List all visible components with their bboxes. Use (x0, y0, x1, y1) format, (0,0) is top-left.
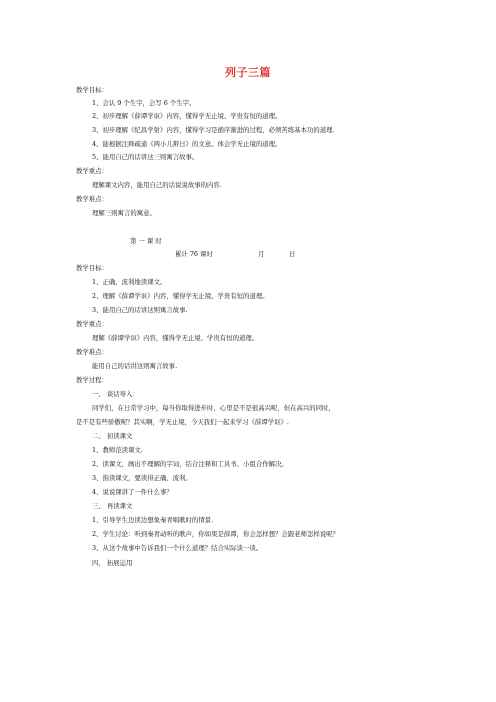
lesson-heading: 第 一 课 时 (130, 237, 162, 245)
day-label: 日 (289, 250, 296, 258)
step-item: 1、引导学生边读边想象秦青唱歌时的情景. (92, 516, 214, 524)
objective-item: 4、能根据注释疏通《两小儿辩日》的文意。体会学无止境的道理。 (92, 140, 282, 148)
objective-item: 2、初步理解《薛谭学讴》内容，懂得学无止境、学贵有恒的道理。 (92, 112, 282, 120)
objective-item: 2、理解《薛谭学讴》内容，懂得学无止境、学贵有恒的道理。 (92, 292, 269, 300)
month-label: 月 (258, 250, 265, 258)
difficulties-text: 理解三则寓言的寓意。 (92, 209, 156, 217)
heading-key-points: 教学重点： (76, 167, 108, 175)
objective-item: 1、会认 9 个生字，会写 6 个生字。 (92, 99, 196, 107)
objective-item: 1、正确、流利地读课文。 (92, 278, 167, 286)
document-title: 列子三篇 (225, 66, 271, 79)
step-item: 4、说说课讲了一件什么事？ (92, 488, 173, 496)
heading-objectives: 教学目标： (76, 86, 108, 94)
difficulties-text: 能用自己的话讲这则寓言故事. (92, 362, 178, 370)
section-heading: 四、 拓展运用 (92, 559, 133, 567)
key-points-text: 理解课文内容，能用自己的话说说故事的内容. (92, 181, 222, 189)
step-item: 2、学生讨论：听到秦青动听的歌声，你如果是薛谭，你会怎样想？会跟老师怎样说呢？ (92, 530, 339, 538)
step-item: 3、从这个故事中告诉我们一个什么道理？结合实际谈一谈。 (92, 544, 263, 552)
heading-key-points: 教学重点： (76, 320, 108, 328)
objective-item: 5、能用自己的话讲这三则寓言故事。 (92, 153, 199, 161)
heading-difficulties: 教学难点： (76, 348, 108, 356)
heading-difficulties: 教学难点： (76, 195, 108, 203)
cumulative-hours: 累计 76 课时 (175, 250, 213, 258)
step-item: 2、读课文，画出不理解的字词，结合注释和工具书、小组合作解决。 (92, 460, 288, 468)
heading-objectives: 教学目标： (76, 264, 108, 272)
step-item: 1、教师范读课文. (92, 446, 143, 454)
objective-item: 3、初步理解《纪昌学射》内容，懂得学习是循序渐进的过程，必须苦练基本功的道理. (92, 126, 335, 134)
section-heading: 三、 再读课文 (92, 502, 133, 510)
heading-process: 教学过程： (76, 376, 108, 384)
paragraph-line: 是不是有些骄傲呢？其实啊，学无止境，今天我们一起来学习《薛谭学讴》. (76, 418, 289, 426)
section-heading: 一、 谈话导入： (92, 390, 139, 398)
objective-item: 3、能用自己的话讲这则寓言故事. (92, 306, 188, 314)
step-item: 3、指读课文，要读得正确、流利。 (92, 474, 192, 482)
section-heading: 二、 初读课文 (92, 432, 133, 440)
paragraph-line: 同学们，在日常学习中，每当你取得进步时，心里是不是很高兴呢，但在高兴的同时， (92, 404, 335, 412)
key-points-text: 理解《薛谭学讴》内容，懂得学无止境、学贵有恒的道理。 (92, 334, 259, 342)
